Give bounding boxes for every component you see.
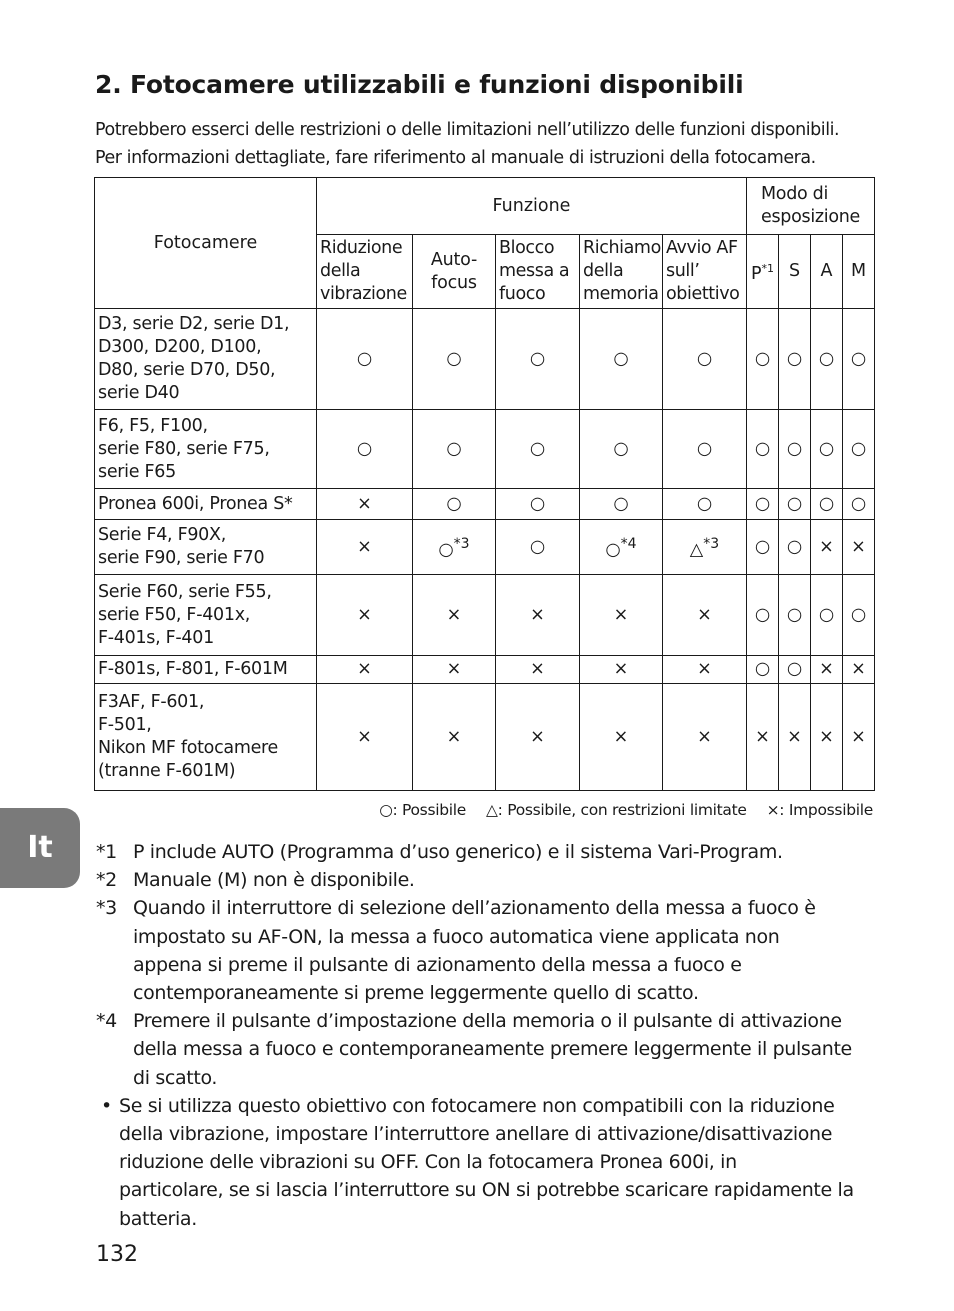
availability-cell	[496, 656, 580, 684]
header-vibration-reduction	[317, 235, 413, 309]
header-line: Blocco	[499, 238, 555, 258]
availability-symbol: ○	[613, 438, 629, 459]
availability-symbol: ×	[613, 604, 629, 625]
availability-cell	[843, 684, 875, 791]
header-mode-s: S	[779, 235, 811, 309]
header-line: Riduzione	[320, 238, 403, 258]
availability-symbol: ×	[819, 659, 834, 679]
footnote-mark: *1	[96, 841, 117, 863]
availability-cell	[413, 410, 496, 489]
availability-cell	[317, 520, 413, 575]
availability-cell	[747, 309, 779, 410]
footnote	[96, 1007, 886, 1092]
availability-cell	[747, 656, 779, 684]
header-line: sull’	[666, 261, 700, 281]
footnote	[96, 838, 886, 866]
header-line: della	[320, 261, 361, 281]
availability-symbol: ×	[851, 536, 866, 557]
availability-cell	[413, 656, 496, 684]
availability-symbol: ○	[529, 438, 546, 459]
camera-line: F6, F5, F100,	[98, 415, 208, 436]
availability-symbol: ○	[696, 348, 713, 369]
availability-cell	[747, 520, 779, 575]
table-row	[95, 309, 875, 410]
table-row	[95, 489, 875, 520]
availability-cell	[843, 410, 875, 489]
availability-cell	[843, 309, 875, 410]
intro-line: Per informazioni dettagliate, fare riferimento al manuale di istruzioni della fotocamera.	[95, 148, 816, 168]
footnote-line: P include AUTO (Programma d’uso generico) e il sistema Vari-Program.	[133, 841, 783, 863]
availability-symbol: ×	[530, 726, 545, 747]
symbol-legend	[359, 801, 873, 819]
availability-cell	[843, 520, 875, 575]
bullet-line: Se si utilizza questo obiettivo con fotocamere non compatibili con la riduzione	[119, 1094, 835, 1117]
availability-cell	[580, 656, 663, 684]
header-exposure-mode	[747, 178, 875, 235]
camera-line: serie F50, F-401x,	[98, 604, 251, 625]
availability-cell	[317, 684, 413, 791]
availability-cell	[496, 410, 580, 489]
availability-symbol: ○	[446, 493, 462, 514]
availability-cell	[317, 309, 413, 410]
page-title: 2. Fotocamere utilizzabili e funzioni disponibili	[95, 70, 744, 99]
availability-cell	[413, 489, 496, 520]
page-number: 132	[96, 1242, 138, 1267]
camera-line: serie F65	[98, 461, 176, 482]
availability-symbol: ○	[754, 659, 771, 679]
mode-p-note: *1	[761, 262, 775, 276]
footnote-line: contemporaneamente si preme leggermente quello di scatto.	[133, 982, 699, 1005]
footnote-line: di scatto.	[133, 1066, 218, 1089]
footnote-line: Quando il interruttore di selezione dell’azionamento della messa a fuoco è	[133, 897, 816, 920]
availability-symbol: ×	[697, 726, 712, 747]
availability-cell	[843, 656, 875, 684]
availability-symbol: ○	[529, 493, 546, 514]
availability-symbol: ○	[754, 348, 771, 369]
bullet-line: della vibrazione, impostare l’interruttore anellare di attivazione/disattivazione	[119, 1123, 833, 1146]
table-body	[95, 309, 875, 791]
header-cameras: Fotocamere	[95, 178, 317, 309]
availability-symbol: ○	[356, 348, 373, 369]
availability-cell	[496, 489, 580, 520]
availability-cell	[663, 520, 747, 575]
camera-cell	[95, 684, 317, 791]
header-line: fuoco	[499, 284, 546, 304]
availability-symbol: ○	[696, 493, 713, 514]
camera-line: serie F80, serie F75,	[98, 438, 270, 459]
availability-symbol: ○	[786, 348, 803, 369]
availability-cell	[580, 520, 663, 575]
header-mode-a: A	[811, 235, 843, 309]
availability-cell	[747, 575, 779, 656]
bullet-mark: •	[101, 1094, 112, 1117]
availability-symbol: ○	[818, 348, 835, 369]
table-row	[95, 520, 875, 575]
footnote-line: Premere il pulsante d’impostazione della memoria o il pulsante di attivazione	[133, 1010, 842, 1033]
availability-cell	[843, 489, 875, 520]
availability-symbol: ○	[850, 493, 867, 514]
availability-symbol: ○	[754, 438, 771, 459]
camera-line: F-801s, F-801, F-601M	[98, 659, 288, 679]
header-af-start	[663, 235, 747, 309]
legend-possible: ○: Possibile	[379, 801, 467, 819]
camera-line: F3AF, F-601,	[98, 692, 205, 712]
availability-cell	[496, 684, 580, 791]
availability-cell	[779, 575, 811, 656]
availability-cell	[413, 309, 496, 410]
header-line: messa a	[499, 261, 570, 281]
availability-cell	[747, 410, 779, 489]
availability-symbol: ○	[850, 348, 867, 369]
camera-line: D80, serie D70, D50,	[98, 360, 276, 380]
availability-cell	[843, 575, 875, 656]
camera-cell	[95, 410, 317, 489]
camera-line: serie F90, serie F70	[98, 548, 265, 568]
availability-note: *3	[453, 535, 470, 552]
availability-symbol: ×	[819, 536, 834, 557]
table-row	[95, 684, 875, 791]
availability-cell	[779, 520, 811, 575]
availability-symbol: ×	[787, 726, 802, 747]
header-mode-m: M	[843, 235, 875, 309]
footnote-mark: *3	[96, 897, 117, 920]
table-row	[95, 575, 875, 656]
camera-cell	[95, 520, 317, 575]
camera-line: Nikon MF fotocamere	[98, 738, 279, 758]
camera-line: Serie F60, serie F55,	[98, 581, 272, 602]
availability-note: *4	[620, 535, 637, 552]
availability-cell	[779, 489, 811, 520]
availability-cell	[413, 520, 496, 575]
availability-symbol: ○	[818, 493, 835, 514]
header-line: della	[583, 261, 624, 281]
bullet-line: riduzione delle vibrazioni su OFF. Con la fotocamera Pronea 600i, in	[119, 1151, 737, 1174]
camera-cell	[95, 575, 317, 656]
language-tab: It	[0, 808, 80, 888]
availability-symbol: ○	[818, 604, 835, 625]
availability-symbol: ×	[697, 604, 712, 625]
availability-symbol: ○	[786, 493, 803, 514]
availability-symbol: ○	[605, 539, 621, 560]
footnote-line: impostato su AF-ON, la messa a fuoco automatica viene applicata non	[133, 925, 780, 948]
availability-symbol: ○	[754, 493, 771, 514]
header-exposure-line: Modo di	[761, 184, 829, 204]
header-line: vibrazione	[320, 284, 407, 304]
availability-symbol: ○	[754, 604, 771, 625]
availability-symbol: ×	[530, 604, 545, 625]
availability-cell	[779, 684, 811, 791]
availability-symbol: ○	[613, 493, 629, 514]
header-function: Funzione	[317, 178, 747, 235]
availability-symbol: ×	[446, 726, 462, 747]
availability-symbol: ○	[786, 438, 803, 459]
availability-cell	[496, 309, 580, 410]
availability-cell	[663, 489, 747, 520]
availability-symbol: ○	[613, 348, 629, 369]
availability-cell	[580, 489, 663, 520]
availability-symbol: ○	[446, 438, 462, 459]
availability-symbol: ×	[357, 726, 372, 747]
availability-cell	[779, 410, 811, 489]
camera-line: Pronea 600i, Pronea S*	[98, 493, 293, 514]
availability-symbol: ×	[357, 493, 372, 514]
header-line: Avvio AF	[666, 238, 738, 258]
bullet-note	[96, 1092, 886, 1233]
camera-line: D300, D200, D100,	[98, 337, 262, 357]
availability-cell	[413, 684, 496, 791]
availability-cell	[811, 575, 843, 656]
mode-p-label: P	[750, 263, 762, 284]
availability-symbol: ○	[786, 659, 803, 679]
availability-symbol: ×	[357, 604, 372, 625]
availability-cell	[580, 410, 663, 489]
availability-note: *3	[703, 535, 720, 552]
availability-symbol: ×	[755, 726, 770, 747]
availability-symbol: ×	[446, 604, 462, 625]
availability-symbol: ○	[786, 536, 803, 557]
header-line: memoria	[583, 284, 659, 304]
header-focus-lock	[496, 235, 580, 309]
footnote-mark: *2	[96, 869, 117, 892]
availability-cell	[811, 489, 843, 520]
compatibility-table	[94, 177, 875, 791]
availability-cell	[811, 410, 843, 489]
availability-cell	[317, 410, 413, 489]
camera-line: F-501,	[98, 715, 152, 735]
availability-symbol: ○	[438, 539, 454, 560]
availability-symbol: ×	[851, 726, 866, 747]
header-line: obiettivo	[666, 284, 740, 304]
availability-symbol: ×	[697, 659, 712, 679]
availability-cell	[496, 520, 580, 575]
camera-cell	[95, 489, 317, 520]
availability-cell	[317, 489, 413, 520]
availability-symbol: ×	[613, 659, 629, 679]
availability-cell	[811, 309, 843, 410]
availability-cell	[663, 410, 747, 489]
availability-symbol: ○	[446, 348, 462, 369]
availability-cell	[317, 575, 413, 656]
header-exposure-line: esposizione	[761, 207, 860, 227]
camera-cell	[95, 309, 317, 410]
availability-symbol: ×	[851, 659, 866, 679]
availability-symbol: ×	[613, 726, 629, 747]
availability-cell	[811, 684, 843, 791]
legend-impossible: ×: Impossibile	[766, 801, 873, 819]
legend-limited: △: Possibile, con restrizioni limitate	[486, 801, 747, 819]
availability-cell	[496, 575, 580, 656]
availability-symbol: ×	[819, 726, 834, 747]
header-memory-recall	[580, 235, 663, 309]
bullet-line: batteria.	[119, 1207, 197, 1230]
availability-cell	[580, 684, 663, 791]
header-autofocus	[413, 235, 496, 309]
availability-symbol: ○	[356, 438, 373, 459]
table-row	[95, 410, 875, 489]
availability-cell	[580, 309, 663, 410]
availability-symbol: ×	[446, 659, 462, 679]
availability-symbol: ○	[850, 604, 867, 625]
availability-symbol: ×	[357, 659, 372, 679]
availability-cell	[663, 656, 747, 684]
intro-line: Potrebbero esserci delle restrizioni o delle limitazioni nell’utilizzo delle funzioni disponibili.	[95, 120, 840, 140]
footnote	[96, 866, 886, 894]
bullet-line: particolare, se si lascia l’interruttore su ON si potrebbe scaricare rapidamente la	[119, 1179, 854, 1202]
footnotes	[96, 838, 886, 1233]
availability-cell	[779, 309, 811, 410]
intro-paragraph	[95, 116, 885, 172]
header-line: Auto-	[430, 249, 478, 270]
availability-cell	[663, 684, 747, 791]
footnote-mark: *4	[96, 1010, 117, 1033]
header-line: focus	[431, 272, 477, 293]
availability-cell	[747, 489, 779, 520]
availability-symbol: ○	[818, 438, 835, 459]
header-line: Richiamo	[583, 238, 661, 258]
availability-symbol: ×	[530, 659, 545, 679]
camera-line: serie D40	[98, 383, 180, 403]
header-mode-p	[747, 235, 779, 309]
availability-symbol: ○	[754, 536, 771, 557]
camera-line: (tranne F-601M)	[98, 761, 236, 781]
availability-cell	[663, 575, 747, 656]
availability-symbol: △	[689, 539, 704, 560]
camera-line: F-401s, F-401	[98, 627, 214, 648]
availability-cell	[811, 520, 843, 575]
availability-symbol: ○	[696, 438, 713, 459]
footnote	[96, 894, 886, 1007]
footnote-line: Manuale (M) non è disponibile.	[133, 869, 415, 892]
availability-cell	[747, 684, 779, 791]
camera-line: Serie F4, F90X,	[98, 525, 226, 545]
footnote-line: appena si preme il pulsante di azionamento della messa a fuoco e	[133, 953, 742, 976]
availability-symbol: ○	[850, 438, 867, 459]
availability-cell	[663, 309, 747, 410]
availability-symbol: ×	[357, 536, 372, 557]
availability-cell	[413, 575, 496, 656]
availability-symbol: ○	[529, 536, 546, 557]
availability-cell	[317, 656, 413, 684]
camera-line: D3, serie D2, serie D1,	[98, 314, 290, 334]
availability-cell	[779, 656, 811, 684]
availability-symbol: ○	[786, 604, 803, 625]
table-row	[95, 656, 875, 684]
availability-symbol: ○	[529, 348, 546, 369]
footnote-line: della messa a fuoco e contemporaneamente premere leggermente il pulsante	[133, 1038, 852, 1061]
availability-cell	[580, 575, 663, 656]
camera-cell	[95, 656, 317, 684]
availability-cell	[811, 656, 843, 684]
